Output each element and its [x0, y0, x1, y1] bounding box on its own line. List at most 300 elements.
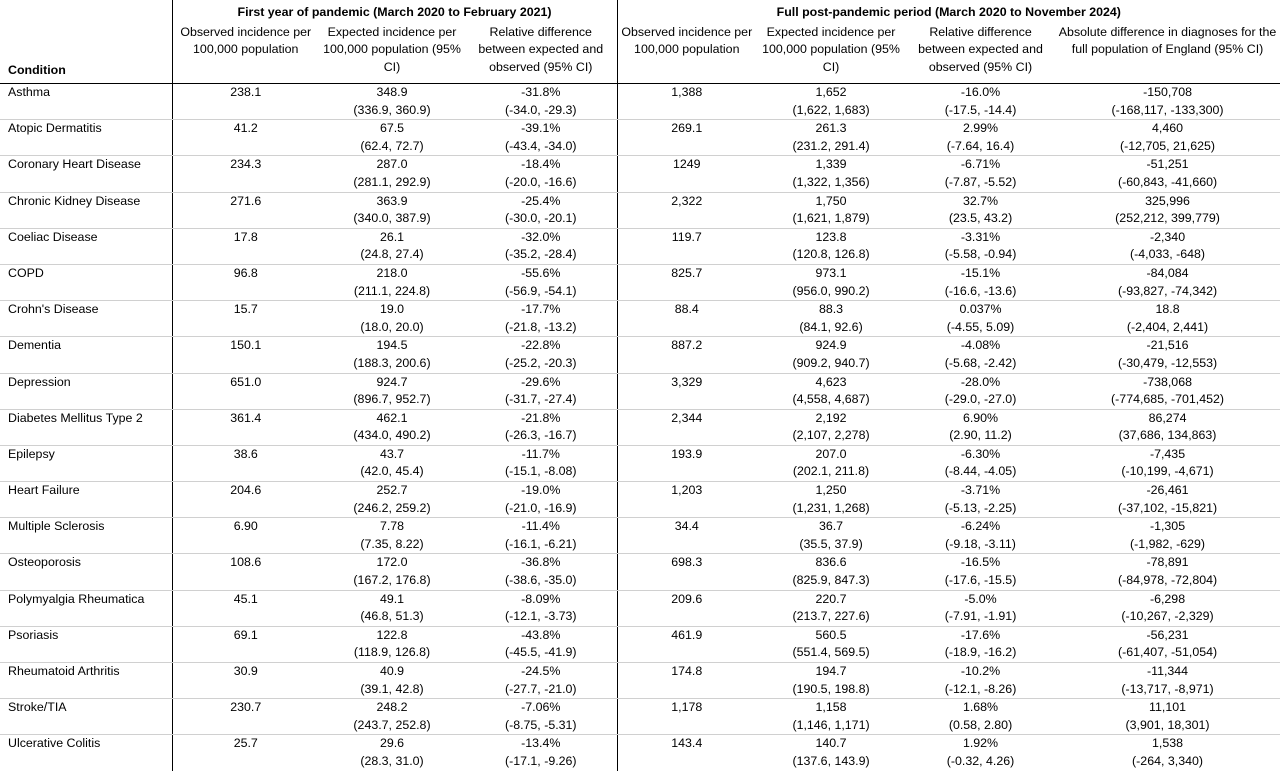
fp-absolute-ci: (-1,982, -629): [1055, 536, 1280, 554]
table-row-ci: [0, 681, 1280, 699]
fy-expected-ci: (434.0, 490.2): [319, 427, 465, 445]
fp-relative-value: -5.0%: [964, 591, 997, 606]
fy-observed-spacer: [172, 102, 319, 120]
fy-observed-value: 651.0: [172, 373, 319, 391]
fy-relative-ci: (-35.2, -28.4): [465, 246, 617, 264]
fy-expected-ci: (246.2, 259.2): [319, 500, 465, 518]
fp-relative-ci: (-9.18, -3.11): [906, 536, 1055, 554]
fy-expected-ci: (896.7, 952.7): [319, 391, 465, 409]
fp-relative-ci: (-7.91, -1.91): [906, 608, 1055, 626]
fp-observed-spacer: [617, 500, 756, 518]
fy-observed-value: 17.8: [172, 228, 319, 246]
fy-observed-value: 15.7: [172, 301, 319, 319]
fy-observed-value: 30.9: [172, 663, 319, 681]
condition-name-spacer: [0, 102, 172, 120]
table-row: [0, 554, 1280, 572]
fp-observed-spacer: [617, 283, 756, 301]
fy-relative-value: -29.6%: [521, 374, 561, 389]
fp-absolute-ci: (252,212, 399,779): [1055, 210, 1280, 228]
condition-name: Heart Failure: [8, 483, 80, 498]
condition-name-spacer: [0, 500, 172, 518]
fp-absolute-value: 11,101: [1149, 700, 1187, 715]
fp-absolute-ci: (-10,267, -2,329): [1055, 608, 1280, 626]
fp-relative-value: -16.0%: [960, 85, 1001, 99]
fp-expected-ci: (909.2, 940.7): [756, 355, 906, 373]
fy-observed-spacer: [172, 608, 319, 626]
fy-observed-value: 38.6: [172, 445, 319, 463]
table-row-ci: [0, 572, 1280, 590]
condition-name: Ulcerative Colitis: [8, 736, 101, 751]
fp-relative-ci: (0.58, 2.80): [906, 717, 1055, 735]
fp-observed-spacer: [617, 246, 756, 264]
fy-observed-spacer: [172, 355, 319, 373]
fy-expected-value: 287.0: [376, 157, 408, 172]
fy-expected-value: 924.7: [376, 374, 408, 389]
fp-observed-value: 1,178: [617, 699, 756, 717]
table-row-ci: [0, 427, 1280, 445]
condition-name-spacer: [0, 210, 172, 228]
fy-observed-value: 96.8: [172, 264, 319, 282]
fp-observed-value: 887.2: [617, 337, 756, 355]
fy-expected-value: 19.0: [379, 302, 405, 317]
table-row: [0, 373, 1280, 391]
condition-name: Dementia: [8, 338, 62, 353]
fp-expected-ci: (825.9, 847.3): [756, 572, 906, 590]
fy-expected-value: 29.6: [379, 736, 405, 751]
fp-relative-ci: (-12.1, -8.26): [906, 681, 1055, 699]
fp-relative-ci: (-7.64, 16.4): [906, 138, 1055, 156]
condition-name: Multiple Sclerosis: [8, 519, 105, 534]
fy-observed-spacer: [172, 753, 319, 771]
condition-name-spacer: [0, 427, 172, 445]
condition-name: Epilepsy: [8, 446, 55, 461]
fy-relative-ci: (-16.1, -6.21): [465, 536, 617, 554]
fp-absolute-value: -150,708: [1143, 85, 1192, 99]
fp-relative-value: 0.037%: [959, 302, 1002, 317]
fp-absolute-value: -56,231: [1146, 627, 1189, 642]
fy-relative-ci: (-30.0, -20.1): [465, 210, 617, 228]
fp-observed-value: 825.7: [617, 264, 756, 282]
fp-absolute-ci: (-10,199, -4,671): [1055, 463, 1280, 481]
fp-absolute-ci: (37,686, 134,863): [1055, 427, 1280, 445]
fp-expected-ci: (137.6, 143.9): [792, 753, 870, 768]
fy-relative-ci: (-15.1, -8.08): [465, 463, 617, 481]
fy-observed-spacer: [172, 644, 319, 662]
fy-expected-ci: (211.1, 224.8): [319, 283, 465, 301]
fy-expected-value: 49.1: [379, 591, 405, 606]
condition-name: COPD: [8, 265, 44, 280]
fy-relative-ci: (-34.0, -29.3): [465, 102, 617, 120]
fp-expected-ci: (120.8, 126.8): [756, 246, 906, 264]
fp-observed-value: 209.6: [617, 590, 756, 608]
table-row: [0, 590, 1280, 608]
fp-absolute-ci: (-2,404, 2,441): [1055, 319, 1280, 337]
fy-expected-ci: (18.0, 20.0): [319, 319, 465, 337]
fp-expected-ci: (202.1, 211.8): [756, 463, 906, 481]
fy-relative-ci: (-17.1, -9.26): [504, 753, 577, 768]
fy-observed-value: 361.4: [172, 409, 319, 427]
column-header-fp-relative: Relative difference between expected and observed (95% CI): [906, 23, 1055, 84]
table-row-ci: [0, 463, 1280, 481]
fy-relative-value: -24.5%: [521, 664, 561, 678]
fy-observed-value: 41.2: [172, 120, 319, 138]
fy-relative-value: -39.1%: [521, 121, 561, 136]
fy-expected-value: 172.0: [376, 555, 408, 570]
fy-relative-ci: (-25.2, -20.3): [465, 355, 617, 373]
fp-observed-spacer: [617, 536, 756, 554]
fp-relative-value: 1.68%: [962, 700, 999, 715]
fp-relative-value: -3.31%: [960, 229, 1001, 244]
column-header-fy-relative: Relative difference between expected and observed (95% CI): [465, 23, 617, 84]
condition-name: Rheumatoid Arthritis: [8, 664, 120, 678]
fy-expected-value: 363.9: [376, 193, 408, 208]
fy-expected-value: 218.0: [376, 265, 408, 280]
fp-expected-ci: (1,322, 1,356): [756, 174, 906, 192]
fp-expected-ci: (35.5, 37.9): [756, 536, 906, 554]
fp-absolute-value: -51,251: [1146, 157, 1189, 172]
fp-expected-ci: (1,621, 1,879): [756, 210, 906, 228]
fp-expected-value: 140.7: [815, 736, 847, 751]
condition-name: Psoriasis: [8, 627, 59, 642]
fy-expected-value: 67.5: [379, 121, 405, 136]
column-header-fy-expected: Expected incidence per 100,000 population (95% CI): [319, 23, 465, 84]
fy-expected-value: 462.1: [376, 410, 408, 425]
fp-absolute-ci: (-30,479, -12,553): [1055, 355, 1280, 373]
fp-relative-ci: (-5.58, -0.94): [906, 246, 1055, 264]
fy-expected-value: 248.2: [376, 700, 408, 715]
table-row-ci: [0, 319, 1280, 337]
table-row-ci: [0, 608, 1280, 626]
fp-observed-spacer: [617, 355, 756, 373]
condition-name: Atopic Dermatitis: [8, 121, 102, 136]
fp-expected-ci: (213.7, 227.6): [756, 608, 906, 626]
fy-observed-value: 238.1: [172, 84, 319, 102]
condition-name: Chronic Kidney Disease: [8, 193, 141, 208]
fp-absolute-ci: (-37,102, -15,821): [1055, 500, 1280, 518]
fp-expected-value: 1,250: [815, 483, 847, 498]
fp-relative-value: -6.71%: [960, 157, 1001, 172]
condition-name-spacer: [0, 608, 172, 626]
fp-observed-value: 143.4: [617, 735, 756, 753]
fp-expected-value: 207.0: [815, 446, 847, 461]
fp-observed-value: 2,322: [617, 192, 756, 210]
column-header-fp-absolute: Absolute difference in diagnoses for the full population of England (95% CI): [1055, 23, 1280, 84]
fp-observed-value: 174.8: [617, 663, 756, 681]
condition-name-spacer: [0, 753, 172, 771]
fy-observed-spacer: [172, 391, 319, 409]
condition-name: Osteoporosis: [8, 555, 82, 570]
table-row-ci: [0, 246, 1280, 264]
fy-relative-ci: (-43.4, -34.0): [465, 138, 617, 156]
fp-observed-spacer: [617, 427, 756, 445]
fy-observed-value: 271.6: [172, 192, 319, 210]
fp-relative-ci: (-5.68, -2.42): [906, 355, 1055, 373]
fp-observed-spacer: [617, 391, 756, 409]
fp-observed-value: 34.4: [617, 518, 756, 536]
table-row: [0, 337, 1280, 355]
fp-relative-ci: (-0.32, 4.26): [946, 753, 1015, 768]
fp-expected-value: 194.7: [815, 664, 847, 678]
group-header-empty: [0, 0, 172, 23]
fp-relative-ci: (-16.6, -13.6): [906, 283, 1055, 301]
fp-absolute-value: -738,068: [1143, 374, 1192, 389]
table-row-ci: [0, 717, 1280, 735]
table-row: [0, 264, 1280, 282]
fy-relative-ci: (-20.0, -16.6): [465, 174, 617, 192]
fp-expected-ci: (956.0, 990.2): [756, 283, 906, 301]
fp-absolute-ci: (-84,978, -72,804): [1055, 572, 1280, 590]
fp-relative-value: 2.99%: [962, 121, 999, 136]
fp-expected-ci: (1,231, 1,268): [756, 500, 906, 518]
fp-relative-value: -28.0%: [960, 374, 1001, 389]
condition-name-spacer: [0, 138, 172, 156]
table-row: [0, 120, 1280, 138]
fp-absolute-value: -21,516: [1146, 338, 1189, 353]
condition-name: Coeliac Disease: [8, 229, 98, 244]
condition-name-spacer: [0, 355, 172, 373]
fp-expected-value: 36.7: [818, 519, 844, 534]
column-header-fy-observed: Observed incidence per 100,000 population: [172, 23, 319, 84]
table-row: [0, 192, 1280, 210]
fp-observed-value: 3,329: [617, 373, 756, 391]
fy-relative-value: -22.8%: [521, 338, 561, 353]
fp-relative-value: 32.7%: [962, 193, 999, 208]
condition-name: Depression: [8, 374, 71, 389]
fy-relative-ci: (-21.0, -16.9): [465, 500, 617, 518]
table-row-ci: [0, 536, 1280, 554]
fy-observed-value: 230.7: [172, 699, 319, 717]
fy-observed-value: 108.6: [172, 554, 319, 572]
fp-absolute-value: 86,274: [1148, 410, 1187, 425]
fy-relative-ci: (-8.75, -5.31): [465, 717, 617, 735]
table-row: [0, 663, 1280, 681]
condition-name: Crohn's Disease: [8, 302, 99, 317]
fp-relative-value: -10.2%: [960, 664, 1001, 678]
fp-observed-spacer: [617, 463, 756, 481]
fp-relative-ci: (-18.9, -16.2): [906, 644, 1055, 662]
fp-relative-value: 6.90%: [962, 410, 999, 425]
fy-relative-value: -21.8%: [521, 410, 561, 425]
fy-relative-value: -36.8%: [521, 555, 561, 570]
fp-relative-value: -3.71%: [960, 483, 1001, 498]
table-row-ci: [0, 174, 1280, 192]
fy-relative-value: -18.4%: [521, 157, 561, 172]
condition-name-spacer: [0, 536, 172, 554]
condition-name-spacer: [0, 319, 172, 337]
fy-observed-spacer: [172, 536, 319, 554]
fp-absolute-ci: (-264, 3,340): [1132, 753, 1203, 768]
fp-observed-value: 119.7: [617, 228, 756, 246]
table-row-ci: [0, 391, 1280, 409]
fy-observed-value: 6.90: [172, 518, 319, 536]
fp-expected-value: 4,623: [815, 374, 847, 389]
fp-expected-value: 836.6: [815, 555, 847, 570]
fp-relative-value: -17.6%: [960, 627, 1001, 642]
fp-observed-value: 461.9: [617, 626, 756, 644]
fp-expected-value: 1,652: [815, 85, 847, 99]
fy-relative-value: -13.4%: [521, 736, 561, 751]
fp-absolute-value: -7,435: [1149, 446, 1186, 461]
fp-expected-value: 123.8: [815, 229, 847, 244]
fp-relative-ci: (-4.55, 5.09): [906, 319, 1055, 337]
fy-expected-ci: (7.35, 8.22): [319, 536, 465, 554]
fp-absolute-ci: (-13,717, -8,971): [1055, 681, 1280, 699]
table-row-ci: [0, 753, 1280, 771]
fp-absolute-value: 18.8: [1155, 302, 1180, 317]
table-row: [0, 735, 1280, 753]
fy-relative-value: -11.7%: [521, 446, 560, 461]
fy-relative-value: -17.7%: [521, 302, 561, 317]
fp-absolute-ci: (-93,827, -74,342): [1055, 283, 1280, 301]
fy-observed-spacer: [172, 681, 319, 699]
table-row-ci: [0, 500, 1280, 518]
table-row: [0, 445, 1280, 463]
fy-expected-ci: (243.7, 252.8): [319, 717, 465, 735]
fy-expected-value: 252.7: [376, 483, 408, 498]
fp-relative-value: -15.1%: [960, 265, 1001, 280]
fp-absolute-value: -84,084: [1146, 265, 1189, 280]
table-row-ci: [0, 644, 1280, 662]
fy-expected-ci: (281.1, 292.9): [319, 174, 465, 192]
fp-observed-value: 1249: [617, 156, 756, 174]
fy-observed-spacer: [172, 572, 319, 590]
fp-observed-spacer: [617, 644, 756, 662]
fy-relative-ci: (-45.5, -41.9): [465, 644, 617, 662]
condition-name: Stroke/TIA: [8, 700, 67, 715]
fp-relative-value: -6.30%: [960, 446, 1001, 461]
column-header-fp-expected: Expected incidence per 100,000 population (95% CI): [756, 23, 906, 84]
fy-expected-ci: (340.0, 387.9): [319, 210, 465, 228]
condition-name: Coronary Heart Disease: [8, 157, 141, 172]
fy-expected-value: 43.7: [379, 446, 405, 461]
fp-observed-value: 193.9: [617, 445, 756, 463]
fp-expected-ci: (190.5, 198.8): [756, 681, 906, 699]
fp-observed-value: 698.3: [617, 554, 756, 572]
fy-relative-ci: (-31.7, -27.4): [465, 391, 617, 409]
fy-observed-value: 25.7: [172, 735, 319, 753]
fy-expected-ci: (24.8, 27.4): [319, 246, 465, 264]
fy-expected-ci: (118.9, 126.8): [319, 644, 465, 662]
fp-expected-value: 220.7: [815, 591, 847, 606]
fy-expected-ci: (336.9, 360.9): [319, 102, 465, 120]
fp-expected-value: 2,192: [815, 410, 847, 425]
fy-expected-ci: (62.4, 72.7): [319, 138, 465, 156]
fy-observed-spacer: [172, 427, 319, 445]
column-header-fp-observed: Observed incidence per 100,000 population: [617, 23, 756, 84]
table-row: [0, 228, 1280, 246]
condition-name-spacer: [0, 644, 172, 662]
condition-name-spacer: [0, 246, 172, 264]
fp-expected-value: 560.5: [815, 627, 847, 642]
table-body: [0, 84, 1280, 771]
fp-expected-ci: (2,107, 2,278): [756, 427, 906, 445]
group-header-row: [0, 0, 1280, 23]
fy-relative-ci: (-26.3, -16.7): [465, 427, 617, 445]
fy-relative-value: -25.4%: [521, 193, 561, 208]
fp-observed-spacer: [617, 572, 756, 590]
fp-absolute-value: -2,340: [1149, 229, 1186, 244]
fp-absolute-value: -26,461: [1146, 483, 1189, 498]
fp-expected-value: 973.1: [815, 265, 847, 280]
fy-relative-value: -11.4%: [521, 519, 560, 534]
table-row-ci: [0, 355, 1280, 373]
fy-relative-value: -32.0%: [521, 229, 561, 244]
fy-observed-value: 204.6: [172, 482, 319, 500]
table-row: [0, 482, 1280, 500]
fy-relative-value: -8.09%: [521, 591, 561, 606]
condition-name: Asthma: [8, 85, 51, 99]
column-header-row: [0, 23, 1280, 84]
fp-relative-ci: (23.5, 43.2): [906, 210, 1055, 228]
fp-expected-value: 261.3: [815, 121, 847, 136]
fp-expected-value: 1,339: [815, 157, 847, 172]
fp-absolute-value: 325,996: [1145, 193, 1190, 208]
table-row: [0, 699, 1280, 717]
condition-name-spacer: [0, 174, 172, 192]
fy-relative-value: -31.8%: [521, 85, 561, 99]
fp-relative-ci: (-5.13, -2.25): [906, 500, 1055, 518]
fp-absolute-value: -11,344: [1146, 664, 1189, 678]
fp-observed-spacer: [617, 210, 756, 228]
fy-relative-ci: (-21.8, -13.2): [465, 319, 617, 337]
fp-absolute-value: -1,305: [1149, 519, 1186, 534]
condition-name: Polymyalgia Rheumatica: [8, 591, 145, 606]
fp-absolute-value: -6,298: [1149, 591, 1186, 606]
fp-absolute-ci: (-4,033, -648): [1055, 246, 1280, 264]
fp-expected-value: 88.3: [818, 302, 844, 317]
fy-expected-ci: (28.3, 31.0): [360, 753, 424, 768]
fy-relative-ci: (-56.9, -54.1): [465, 283, 617, 301]
fp-observed-value: 1,203: [617, 482, 756, 500]
fp-observed-spacer: [617, 608, 756, 626]
table-row-ci: [0, 138, 1280, 156]
fy-observed-spacer: [172, 138, 319, 156]
fp-expected-value: 924.9: [815, 338, 847, 353]
fp-relative-ci: (-29.0, -27.0): [906, 391, 1055, 409]
fp-absolute-ci: (-60,843, -41,660): [1055, 174, 1280, 192]
table-row: [0, 84, 1280, 102]
fy-observed-value: 45.1: [172, 590, 319, 608]
fy-observed-spacer: [172, 500, 319, 518]
fy-observed-value: 150.1: [172, 337, 319, 355]
fp-expected-value: 1,158: [815, 700, 847, 715]
fp-absolute-ci: (-774,685, -701,452): [1055, 391, 1280, 409]
fp-observed-value: 1,388: [617, 84, 756, 102]
condition-name-spacer: [0, 681, 172, 699]
fy-observed-spacer: [172, 246, 319, 264]
fp-observed-spacer: [617, 174, 756, 192]
condition-name-spacer: [0, 463, 172, 481]
fp-absolute-ci: (-61,407, -51,054): [1055, 644, 1280, 662]
condition-name-spacer: [0, 717, 172, 735]
fy-observed-spacer: [172, 210, 319, 228]
fp-observed-spacer: [617, 717, 756, 735]
fp-relative-ci: (-17.6, -15.5): [906, 572, 1055, 590]
condition-name-spacer: [0, 283, 172, 301]
fp-expected-ci: (84.1, 92.6): [756, 319, 906, 337]
table-row: [0, 301, 1280, 319]
group-header-full-period: Full post-pandemic period (March 2020 to November 2024): [617, 0, 1280, 23]
fy-expected-ci: (39.1, 42.8): [319, 681, 465, 699]
fp-observed-spacer: [617, 319, 756, 337]
fy-relative-value: -7.06%: [521, 700, 561, 715]
group-header-first-year: First year of pandemic (March 2020 to February 2021): [172, 0, 617, 23]
fp-absolute-value: 1,538: [1152, 736, 1184, 751]
table-row-ci: [0, 283, 1280, 301]
fp-absolute-value: -78,891: [1146, 555, 1189, 570]
fp-relative-value: -16.5%: [960, 555, 1001, 570]
table-row: [0, 156, 1280, 174]
